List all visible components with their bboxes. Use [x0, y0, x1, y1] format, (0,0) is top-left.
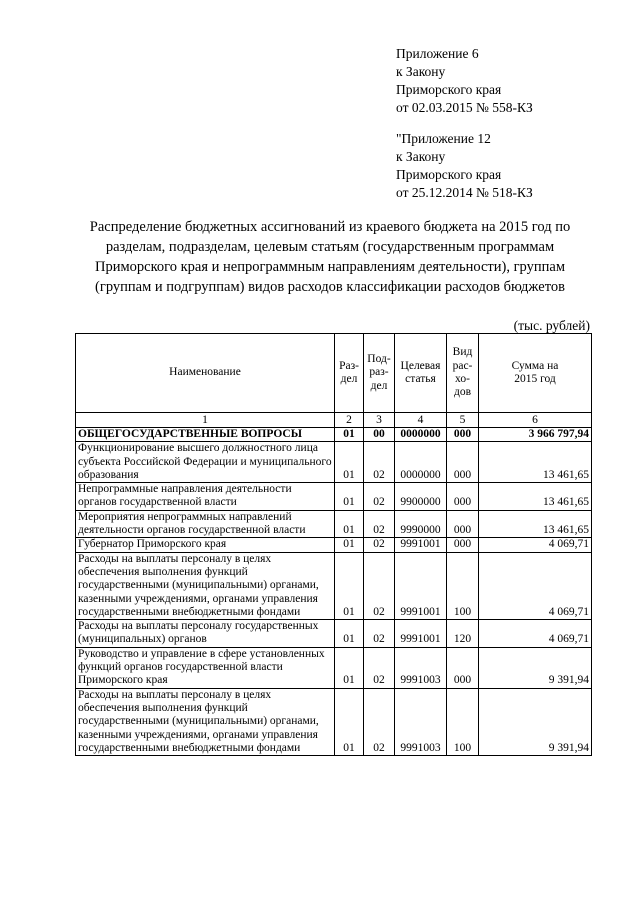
table-row [76, 510, 592, 538]
header-section [335, 334, 364, 413]
row-kind: 000 [447, 647, 479, 688]
row-subsection: 02 [364, 510, 395, 538]
title-line: Распределение бюджетных ассигнований из краевого бюджета на 2015 год по [89, 219, 571, 235]
appendix-line: Приморского края [396, 82, 502, 97]
row-subsection: 02 [364, 538, 395, 552]
row-name: Губернатор Приморского края [76, 538, 335, 552]
header-line: рас- [452, 359, 473, 372]
column-number: 3 [364, 413, 395, 428]
row-subsection: 00 [364, 428, 395, 442]
row-subsection: 02 [364, 647, 395, 688]
header-line: статья [405, 373, 436, 385]
row-kind: 100 [447, 552, 479, 619]
row-subsection: 02 [364, 442, 395, 483]
table-row [76, 483, 592, 511]
column-number: 4 [395, 413, 447, 428]
table-row [76, 442, 592, 483]
row-kind: 000 [447, 483, 479, 511]
row-kind: 120 [447, 620, 479, 648]
row-amount: 13 461,65 [479, 442, 592, 483]
appendix-line: "Приложение 12 [396, 131, 491, 146]
row-name: Мероприятия непрограммных направлений деятельности органов государственной власти [76, 510, 335, 538]
appendix-line: к Закону [396, 149, 446, 164]
title-line: (группам и подгруппам) видов расходов классификации расходов бюджетов [95, 279, 565, 295]
row-name: ОБЩЕГОСУДАРСТВЕННЫЕ ВОПРОСЫ [76, 428, 335, 442]
header-line: Под- [367, 353, 391, 366]
column-number: 1 [76, 413, 335, 428]
table-row [76, 620, 592, 648]
header-line: раз- [369, 366, 389, 379]
column-number: 2 [335, 413, 364, 428]
header-kind [447, 334, 479, 413]
row-target: 0000000 [395, 428, 447, 442]
row-section: 01 [335, 538, 364, 552]
row-name: Руководство и управление в сфере установленных функций органов государственной власти Приморского края [76, 647, 335, 688]
table-row [76, 552, 592, 619]
column-number: 6 [479, 413, 592, 428]
row-amount: 4 069,71 [479, 538, 592, 552]
row-target: 9991003 [395, 647, 447, 688]
header-name: Наименование [76, 334, 335, 413]
row-amount: 4 069,71 [479, 552, 592, 619]
appendix-line: от 02.03.2015 № 558-КЗ [396, 100, 533, 115]
row-kind: 100 [447, 688, 479, 755]
row-target: 9991001 [395, 538, 447, 552]
row-amount: 9 391,94 [479, 688, 592, 755]
row-amount: 13 461,65 [479, 483, 592, 511]
row-section: 01 [335, 620, 364, 648]
column-number-row [76, 413, 592, 428]
table-row [76, 688, 592, 755]
row-name: Расходы на выплаты персоналу в целях обеспечения выполнения функций государственными (муниципальными) органами, казенными учреждениями, органами управления государственными внебюджетными фондами [76, 552, 335, 619]
row-amount: 9 391,94 [479, 647, 592, 688]
title-line: Приморского края и непрограммным направлениям деятельности), группам [94, 259, 565, 275]
row-name: Расходы на выплаты персоналу в целях обеспечения выполнения функций государственными (муниципальными) органами, казенными учреждениями, органами управления государственными внебюджетными фондами [76, 688, 335, 755]
header-line: Целевая [400, 359, 441, 372]
row-subsection: 02 [364, 483, 395, 511]
row-subsection: 02 [364, 620, 395, 648]
row-section: 01 [335, 552, 364, 619]
row-kind: 000 [447, 442, 479, 483]
header-row [76, 334, 592, 413]
row-target: 0000000 [395, 442, 447, 483]
table-row [76, 428, 592, 442]
header-target [395, 334, 447, 413]
table-row [76, 538, 592, 552]
table-row [76, 647, 592, 688]
appendix-line: от 25.12.2014 № 518-КЗ [396, 185, 533, 200]
row-section: 01 [335, 647, 364, 688]
header-amount [479, 334, 592, 413]
header-subsection [364, 334, 395, 413]
row-amount: 3 966 797,94 [479, 428, 592, 442]
row-kind: 000 [447, 428, 479, 442]
row-kind: 000 [447, 510, 479, 538]
header-line: дел [340, 373, 358, 385]
appendix-line: Приморского края [396, 167, 502, 182]
row-section: 01 [335, 483, 364, 511]
row-section: 01 [335, 442, 364, 483]
budget-table [75, 333, 592, 756]
title-line: разделам, подразделам, целевым статьям (государственным программам [105, 239, 555, 255]
row-amount: 13 461,65 [479, 510, 592, 538]
row-amount: 4 069,71 [479, 620, 592, 648]
header-line: дел [370, 379, 388, 392]
header-line: 2015 год [514, 373, 556, 385]
appendix-line: Приложение 6 [396, 46, 479, 61]
header-line: Раз- [339, 359, 359, 372]
document-title [60, 217, 600, 297]
row-section: 01 [335, 510, 364, 538]
row-section: 01 [335, 688, 364, 755]
appendix-12-reference [396, 130, 533, 202]
row-name: Расходы на выплаты персоналу государственных (муниципальных) органов [76, 620, 335, 648]
row-target: 9991001 [395, 620, 447, 648]
row-kind: 000 [447, 538, 479, 552]
header-line: Вид [452, 346, 473, 359]
header-line: хо- [455, 373, 470, 385]
row-target: 9900000 [395, 483, 447, 511]
row-name: Непрограммные направления деятельности органов государственной власти [76, 483, 335, 511]
header-line: Сумма на [511, 359, 559, 372]
row-target: 9991001 [395, 552, 447, 619]
row-name: Функционирование высшего должностного лица субъекта Российской Федерации и муниципального образования [76, 442, 335, 483]
row-section: 01 [335, 428, 364, 442]
appendix-line: к Закону [396, 64, 446, 79]
row-target: 9991003 [395, 688, 447, 755]
appendix-6-reference [396, 45, 533, 117]
column-number: 5 [447, 413, 479, 428]
units-label: (тыс. рублей) [513, 318, 590, 333]
header-line: дов [453, 386, 472, 399]
row-subsection: 02 [364, 552, 395, 619]
row-target: 9990000 [395, 510, 447, 538]
row-subsection: 02 [364, 688, 395, 755]
